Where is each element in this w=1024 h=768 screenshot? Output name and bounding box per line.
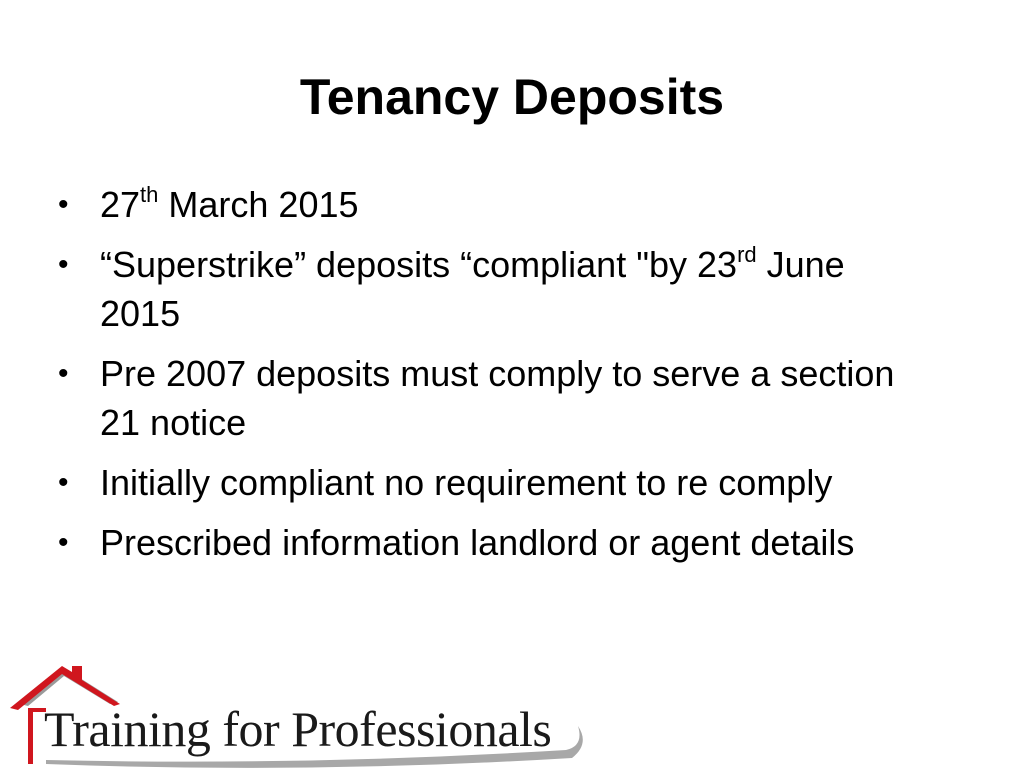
bullet-superscript: th (140, 182, 159, 207)
bullet-marker: • (58, 248, 69, 281)
bullet-item (58, 518, 918, 567)
bullet-item (58, 180, 918, 229)
bullet-item (58, 240, 918, 338)
bullet-text: Initially compliant no requirement to re comply (100, 462, 833, 503)
bullet-marker: • (58, 357, 69, 390)
bullet-item (58, 458, 918, 507)
bullet-list (58, 180, 918, 578)
bullet-text: 27 (100, 184, 141, 225)
logo-text: Training for Professionals (44, 701, 552, 757)
bullet-marker: • (58, 526, 69, 559)
bullet-text: Pre 2007 deposits must comply to serve a section 21 notice (100, 353, 895, 443)
company-logo (6, 664, 596, 768)
bullet-marker: • (58, 466, 69, 499)
bullet-item (58, 349, 918, 447)
bullet-text-continued: March 2015 (158, 184, 359, 225)
slide-title: Tenancy Deposits (299, 69, 725, 125)
bullet-superscript: rd (737, 242, 757, 267)
bullet-text: Prescribed information landlord or agent details (100, 522, 855, 563)
bullet-text: “Superstrike” deposits “compliant "by 23 (100, 244, 738, 285)
bullet-marker: • (58, 188, 69, 221)
bullet-text-continued: June 2015 (100, 244, 845, 334)
